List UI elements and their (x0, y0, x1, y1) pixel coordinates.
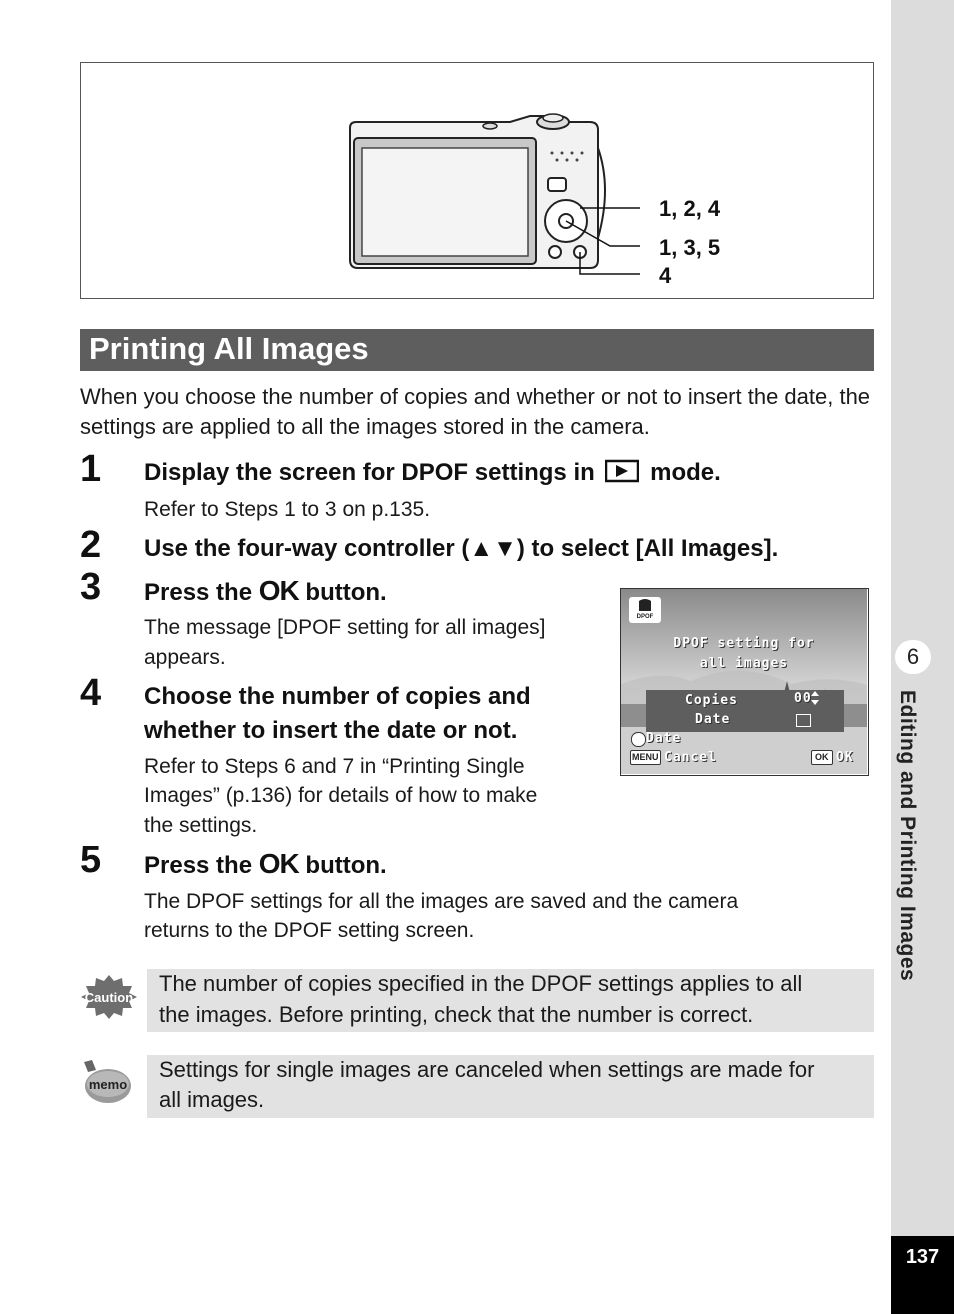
intro-paragraph: When you choose the number of copies and whether or not to insert the date, the settings are applied to all the images stored in the camera. (80, 384, 871, 439)
step-5-title-text: Press the (144, 852, 253, 879)
step-1-body: Refer to Steps 1 to 3 on p.135. (144, 498, 431, 521)
step-4-body-line-3: the settings. (144, 814, 258, 837)
step-1-title-mode: mode. (650, 459, 721, 486)
step-3-body-line-1: The message [DPOF setting for all images] (144, 616, 546, 639)
step-3-title (144, 574, 387, 610)
step-4-title-line-1: Choose the number of copies and (144, 683, 531, 710)
memo-line-2: all images. (159, 1087, 265, 1112)
camera-lcd-screenshot (620, 588, 869, 776)
callout-menu-button: 4 (659, 263, 672, 288)
camera-back-illustration (340, 108, 640, 278)
step-2-title: Use the four-way controller (▲▼) to select [All Images]. (144, 535, 779, 562)
lcd-copies-label: Copies (685, 693, 738, 708)
caution-icon (80, 974, 138, 1020)
callout-controller: 1, 2, 4 (659, 196, 721, 221)
lcd-copies-value: 00 (794, 691, 812, 706)
chapter-title-text: Editing and Printing Images (896, 690, 919, 982)
playback-icon (605, 459, 639, 483)
step-4-body-line-2: Images” (p.136) for details of how to make (144, 784, 538, 807)
memo-line-1: Settings for single images are canceled when settings are made for (159, 1057, 815, 1082)
step-5-title (144, 847, 387, 883)
step-4-number: 4 (80, 672, 102, 714)
step-4-body-line-1: Refer to Steps 6 and 7 in “Printing Single (144, 755, 525, 778)
step-5-number: 5 (80, 839, 102, 881)
page-number: 137 (891, 1236, 954, 1314)
lcd-date-label: Date (695, 712, 731, 727)
dpof-icon (629, 597, 661, 623)
step-5-body-line-1: The DPOF settings for all the images are saved and the camera (144, 890, 739, 913)
lcd-cancel-label: Cancel (664, 750, 717, 765)
caution-icon-label: Caution (84, 990, 134, 1005)
step-3-body-line-2: appears. (144, 646, 226, 669)
lcd-message-line-2: all images (699, 656, 789, 671)
caution-line-1: The number of copies specified in the DPOF settings applies to all (159, 971, 803, 996)
step-5-body-line-2: returns to the DPOF setting screen. (144, 919, 475, 942)
dpof-icon-label: DPOF (636, 614, 654, 620)
lcd-date-option: Date (646, 731, 682, 746)
step-3-title-text: Press the (144, 579, 253, 606)
lcd-message-line-1: DPOF setting for (673, 636, 815, 651)
section-title: Printing All Images (89, 331, 369, 366)
step-3-title-button: button. (305, 579, 387, 606)
chapter-number-badge: 6 (895, 640, 931, 674)
ok-button-glyph: OK (258, 575, 299, 606)
step-2-number: 2 (80, 524, 102, 566)
menu-key-icon: MENU (630, 750, 661, 765)
date-checkbox-icon (796, 714, 811, 727)
memo-icon (80, 1060, 132, 1106)
step-4-title-line-2: whether to insert the date or not. (144, 717, 518, 744)
step-1-title-text: Display the screen for DPOF settings in (144, 459, 595, 486)
step-5-title-button: button. (305, 852, 387, 879)
circle-button-icon (631, 732, 646, 747)
lcd-ok-label: OK (836, 750, 854, 765)
step-1-title (144, 456, 844, 490)
section-heading-bar (80, 329, 874, 371)
callout-ok-button: 1, 3, 5 (659, 235, 721, 260)
chapter-title (895, 690, 925, 1030)
ok-button-glyph: OK (258, 848, 299, 879)
step-3-number: 3 (80, 566, 102, 608)
step-1-number: 1 (80, 448, 102, 490)
caution-line-2: the images. Before printing, check that the number is correct. (159, 1002, 754, 1027)
memo-icon-label: memo (88, 1077, 128, 1092)
up-down-arrow-icon (811, 691, 819, 705)
printer-icon (629, 597, 661, 615)
ok-key-icon: OK (811, 750, 833, 765)
